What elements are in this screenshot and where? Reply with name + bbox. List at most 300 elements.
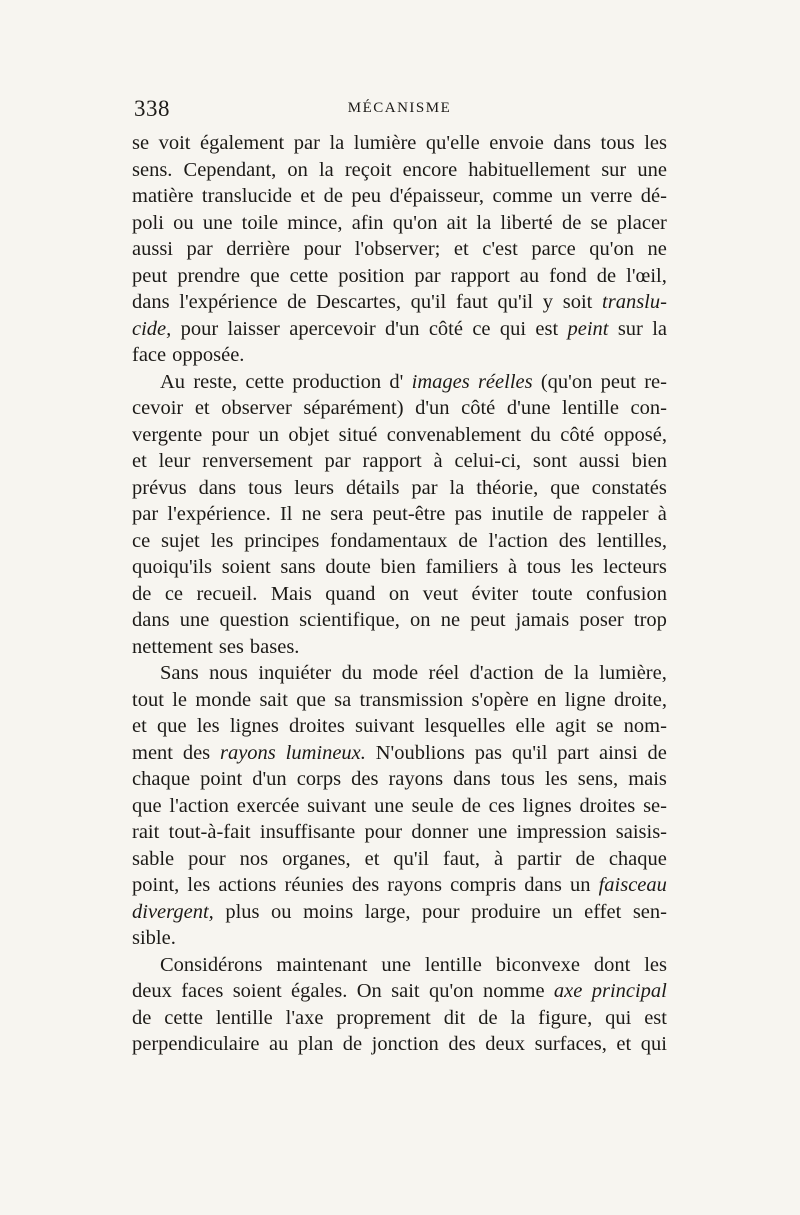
word: de — [458, 529, 478, 552]
text-line — [132, 634, 667, 661]
word: l'action — [169, 794, 229, 817]
word: des — [558, 529, 587, 552]
word: N'oublions — [375, 741, 465, 764]
word: les — [187, 874, 211, 896]
word: deux — [485, 1033, 526, 1055]
word: chaque — [608, 847, 667, 870]
word: sible. — [132, 927, 176, 949]
word: la — [476, 211, 492, 234]
word: pour — [211, 423, 250, 446]
word: con- — [630, 397, 667, 419]
word: par — [324, 450, 351, 472]
word: placer — [616, 211, 667, 234]
word: qui — [605, 1006, 632, 1029]
word: les — [644, 132, 667, 154]
word: faut — [455, 291, 488, 313]
word: habituellement — [468, 158, 591, 181]
word: ce — [472, 317, 491, 340]
word: poser — [579, 609, 624, 631]
word: côté — [428, 317, 463, 340]
word: saisis- — [615, 821, 667, 843]
text-line — [132, 687, 667, 714]
word: sen- — [632, 900, 667, 923]
word: matière — [132, 185, 194, 207]
word: peut — [132, 264, 168, 287]
word: poli — [132, 211, 164, 234]
text-line — [132, 581, 667, 608]
word: re- — [644, 370, 667, 393]
word: soient — [221, 556, 271, 578]
word: des — [351, 874, 380, 896]
word: recueil. — [196, 582, 258, 605]
word: à — [433, 450, 443, 472]
word: maintenant — [276, 953, 368, 976]
word: rayons — [387, 874, 442, 896]
word: ou — [173, 211, 194, 234]
word: de — [478, 1006, 498, 1029]
word: ses — [218, 635, 244, 658]
text-line — [132, 157, 667, 184]
word: leurs — [294, 476, 335, 499]
word: de — [552, 503, 573, 525]
text-line — [132, 713, 667, 740]
word: qu'on — [428, 980, 474, 1002]
word: peut-être — [372, 503, 446, 525]
word: du — [341, 662, 363, 684]
word: d'action — [469, 662, 534, 684]
word: nos — [239, 847, 269, 870]
word: pour — [303, 238, 342, 260]
word: jamais — [515, 609, 570, 631]
word: côté — [461, 397, 496, 419]
word: sens, — [577, 768, 619, 790]
word: égales. — [291, 980, 348, 1002]
text-line — [132, 422, 667, 449]
word: tous — [600, 132, 635, 154]
word: lentilles, — [596, 529, 667, 552]
word: (qu'on — [540, 370, 593, 393]
word: nous — [209, 662, 248, 684]
text-line — [132, 475, 667, 502]
word: de — [544, 662, 564, 684]
word: pour — [188, 847, 226, 870]
word: sable — [132, 847, 175, 870]
text-line — [132, 952, 667, 979]
word: l'action — [488, 529, 548, 552]
word: l'axe — [285, 1006, 324, 1029]
word: détails — [345, 476, 400, 499]
word: donner — [411, 821, 469, 843]
word: au — [269, 1033, 289, 1055]
word: de — [342, 1033, 363, 1055]
word: axe — [553, 980, 583, 1002]
word: voit — [158, 132, 191, 154]
word: rapport — [450, 264, 510, 287]
text-line — [132, 395, 667, 422]
word: actions — [218, 874, 277, 896]
word: principal — [591, 980, 667, 1002]
word: quand — [325, 582, 376, 605]
word: dans — [132, 291, 170, 313]
word: que — [296, 688, 326, 711]
word: bien — [380, 556, 416, 578]
word: l'observer; — [354, 238, 441, 260]
word: éviter — [471, 582, 519, 605]
word: un — [258, 423, 279, 446]
word: quoiqu'ils — [132, 556, 213, 578]
word: s'opère — [471, 688, 529, 711]
word: réel — [428, 662, 460, 684]
word: des — [448, 1033, 476, 1055]
word: ainsi — [598, 741, 638, 764]
word: suivant — [355, 715, 415, 737]
word: cevoir — [132, 397, 184, 419]
word: inutile — [491, 503, 544, 525]
word: afin — [351, 211, 384, 234]
word: On — [356, 980, 382, 1002]
word: monde — [195, 688, 252, 711]
word: y — [542, 291, 554, 313]
word: tout-à-fait — [168, 821, 251, 843]
word: une — [202, 211, 233, 234]
paragraph — [132, 130, 667, 369]
word: seule — [411, 794, 454, 817]
word: rait — [132, 821, 160, 843]
word: plan — [297, 1033, 334, 1055]
word: est — [535, 317, 559, 340]
word: question — [219, 609, 289, 631]
word: elle — [515, 715, 546, 737]
word: d'épaisseur, — [389, 185, 484, 207]
word: dit — [443, 1006, 466, 1029]
paragraph — [132, 660, 667, 952]
word: la — [329, 132, 345, 154]
word: de — [647, 741, 667, 764]
word: renversement — [202, 450, 313, 472]
text-line — [132, 183, 667, 210]
word: reste, — [193, 370, 238, 393]
word: dont — [593, 953, 631, 976]
word: opposée. — [172, 344, 245, 366]
word: ne — [440, 609, 461, 631]
word: au — [519, 264, 540, 287]
word: perpendiculaire — [132, 1033, 260, 1055]
word: que — [550, 476, 580, 499]
word: qu'on — [392, 211, 438, 234]
word: l'œil, — [626, 264, 667, 287]
word: nom- — [623, 715, 667, 737]
word: on — [388, 582, 410, 605]
text-line — [132, 899, 667, 926]
word: mince, — [287, 211, 343, 234]
text-line — [132, 607, 667, 634]
word: et — [453, 238, 469, 260]
word: liberté — [500, 211, 553, 234]
word: sa — [334, 688, 352, 711]
word: jonction — [371, 1033, 439, 1055]
word: leur — [158, 450, 191, 472]
word: Cependant, — [183, 158, 277, 181]
word: situé — [338, 423, 378, 446]
word: dans — [553, 132, 591, 154]
word: position — [338, 264, 405, 287]
word: cide, — [132, 317, 172, 340]
text-line — [132, 793, 667, 820]
word: transmission — [359, 688, 464, 711]
word: comme — [492, 185, 553, 207]
word: réunies — [284, 874, 344, 896]
word: en — [537, 688, 557, 711]
word: Au — [160, 370, 186, 393]
text-line — [132, 925, 667, 952]
word: les — [644, 953, 667, 976]
word: une — [477, 821, 508, 843]
text-line — [132, 369, 667, 396]
word: Descartes, — [316, 291, 401, 313]
word: ment — [132, 741, 173, 764]
word: corps — [296, 768, 342, 790]
word: un — [569, 874, 591, 896]
word: ce — [164, 582, 184, 605]
text-line — [132, 872, 667, 899]
word: et — [132, 450, 147, 472]
word: nomme — [483, 980, 545, 1002]
word: lumière — [353, 132, 417, 154]
word: deux — [132, 980, 172, 1002]
word: lignes — [229, 715, 279, 737]
word: observer — [221, 397, 292, 419]
word: exercée — [236, 794, 300, 817]
word: se — [590, 211, 608, 234]
word: lignes — [522, 794, 572, 817]
word: prévus — [132, 476, 187, 499]
word: parce — [531, 238, 576, 260]
word: lumineux. — [285, 741, 366, 764]
word: translu- — [602, 291, 667, 313]
word: envoie — [489, 132, 544, 154]
word: part — [557, 741, 590, 764]
word: familiers — [425, 556, 499, 578]
word: ne — [647, 238, 667, 260]
word: dans — [524, 874, 562, 896]
word: qu'elle — [425, 132, 480, 154]
word: aussi — [578, 450, 620, 472]
word: qui — [499, 317, 527, 340]
word: sur — [601, 158, 627, 181]
word: encore — [402, 158, 458, 181]
word: Mais — [270, 582, 312, 605]
word: qu'il — [393, 847, 430, 870]
word: soit — [562, 291, 593, 313]
word: doute — [325, 556, 371, 578]
text-line — [132, 740, 667, 767]
word: sait — [259, 688, 288, 711]
text-line — [132, 316, 667, 343]
word: lecteurs — [603, 556, 667, 578]
word: proprement — [336, 1006, 431, 1029]
word: sera — [330, 503, 364, 525]
word: ou — [271, 900, 292, 923]
word: organes, — [282, 847, 351, 870]
word: et — [132, 715, 147, 737]
text-line — [132, 554, 667, 581]
word: côté — [560, 423, 595, 446]
word: biconvexe — [495, 953, 580, 976]
word: de — [132, 582, 152, 605]
word: sujet — [161, 529, 200, 552]
word: réelles — [477, 370, 533, 393]
word: les — [544, 768, 568, 790]
word: inquiéter — [258, 662, 332, 684]
word: la — [318, 158, 334, 181]
word: effet — [584, 900, 622, 923]
word: compris — [450, 874, 517, 896]
word: lentille — [562, 397, 619, 419]
word: par — [186, 238, 213, 260]
text-line — [132, 1005, 667, 1032]
word: la — [510, 1006, 526, 1029]
word: tous — [526, 556, 562, 578]
text-line — [132, 528, 667, 555]
word: des — [182, 741, 211, 764]
text-line — [132, 130, 667, 157]
word: sans — [280, 556, 316, 578]
word: scientifique, — [299, 609, 400, 631]
word: lentille — [424, 953, 482, 976]
word: dé- — [640, 185, 667, 207]
word: faut, — [443, 847, 480, 870]
word: droites — [289, 715, 345, 737]
word: fond — [549, 264, 587, 287]
word: à — [493, 847, 504, 870]
word: tous — [248, 476, 283, 499]
word: tous — [500, 768, 535, 790]
word: par — [132, 503, 159, 525]
text-line — [132, 978, 667, 1005]
word: peint — [567, 317, 609, 340]
text-line — [132, 501, 667, 528]
text-line — [132, 289, 667, 316]
word: d'une — [506, 397, 551, 419]
word: dans — [453, 768, 491, 790]
word: moins — [303, 900, 354, 923]
running-head — [132, 96, 667, 130]
word: de — [287, 291, 307, 313]
word: peu — [351, 185, 381, 207]
book-page — [132, 96, 667, 1176]
word: un — [552, 900, 573, 923]
word: constatés — [591, 476, 667, 499]
word: ait — [446, 211, 468, 234]
word: par — [293, 132, 320, 154]
body-text — [132, 130, 667, 1058]
word: celui-ci, — [454, 450, 522, 472]
word: sont — [532, 450, 568, 472]
word: une — [179, 609, 210, 631]
word: de — [561, 211, 582, 234]
word: faces — [181, 980, 224, 1002]
word: des — [351, 768, 379, 790]
word: suivant — [307, 794, 367, 817]
word: d' — [389, 370, 404, 393]
word: lentille — [215, 1006, 273, 1029]
word: apercevoir — [289, 317, 376, 340]
word: de — [461, 794, 481, 817]
word: insuffisante — [259, 821, 356, 843]
word: Considérons — [160, 953, 263, 976]
word: pour — [364, 821, 403, 843]
word: les — [210, 529, 234, 552]
word: aussi — [132, 238, 173, 260]
paragraph — [132, 369, 667, 661]
word: laisser — [227, 317, 280, 340]
word: pas — [454, 503, 482, 525]
text-line — [132, 210, 667, 237]
word: face — [132, 344, 167, 366]
word: cette — [164, 1006, 203, 1029]
word: à — [657, 503, 667, 525]
text-line — [132, 263, 667, 290]
word: de — [596, 264, 617, 287]
word: Sans — [160, 662, 199, 684]
word: c'est — [482, 238, 518, 260]
word: toile — [241, 211, 279, 234]
word: ces — [488, 794, 515, 817]
word: et — [364, 847, 380, 870]
word: ne — [301, 503, 322, 525]
word: droite, — [614, 688, 667, 711]
word: se- — [643, 794, 667, 817]
word: par — [411, 476, 438, 499]
word: de — [132, 1006, 152, 1029]
word: l'expérience. — [167, 503, 271, 525]
word: tout — [132, 688, 164, 711]
page-number: 338 — [134, 96, 170, 121]
word: une — [381, 953, 411, 976]
word: d'un — [385, 317, 420, 340]
word: l'expérience — [179, 291, 278, 313]
word: sur — [617, 317, 643, 340]
word: qui — [640, 1033, 667, 1055]
running-title: MÉCANISME — [347, 100, 452, 116]
word: se — [132, 132, 150, 154]
word: plus — [225, 900, 260, 923]
word: mais — [628, 768, 667, 790]
word: production — [292, 370, 382, 393]
paragraph — [132, 952, 667, 1058]
word: le — [172, 688, 188, 711]
word: pour — [180, 317, 219, 340]
word: droites — [579, 794, 636, 817]
text-line — [132, 819, 667, 846]
word: est — [644, 1006, 667, 1029]
word: la — [573, 662, 589, 684]
word: les — [570, 556, 594, 578]
word: les — [196, 715, 220, 737]
word: séparément) — [303, 397, 404, 419]
word: translucide — [201, 185, 292, 207]
word: images — [411, 370, 470, 393]
word: par — [414, 264, 441, 287]
text-line — [132, 448, 667, 475]
word: qu'on — [589, 238, 634, 260]
word: objet — [288, 423, 330, 446]
word: Il — [279, 503, 293, 525]
word: et — [616, 1033, 632, 1055]
word: confusion — [586, 582, 667, 605]
word: une — [637, 158, 667, 181]
word: chaque — [132, 768, 191, 790]
